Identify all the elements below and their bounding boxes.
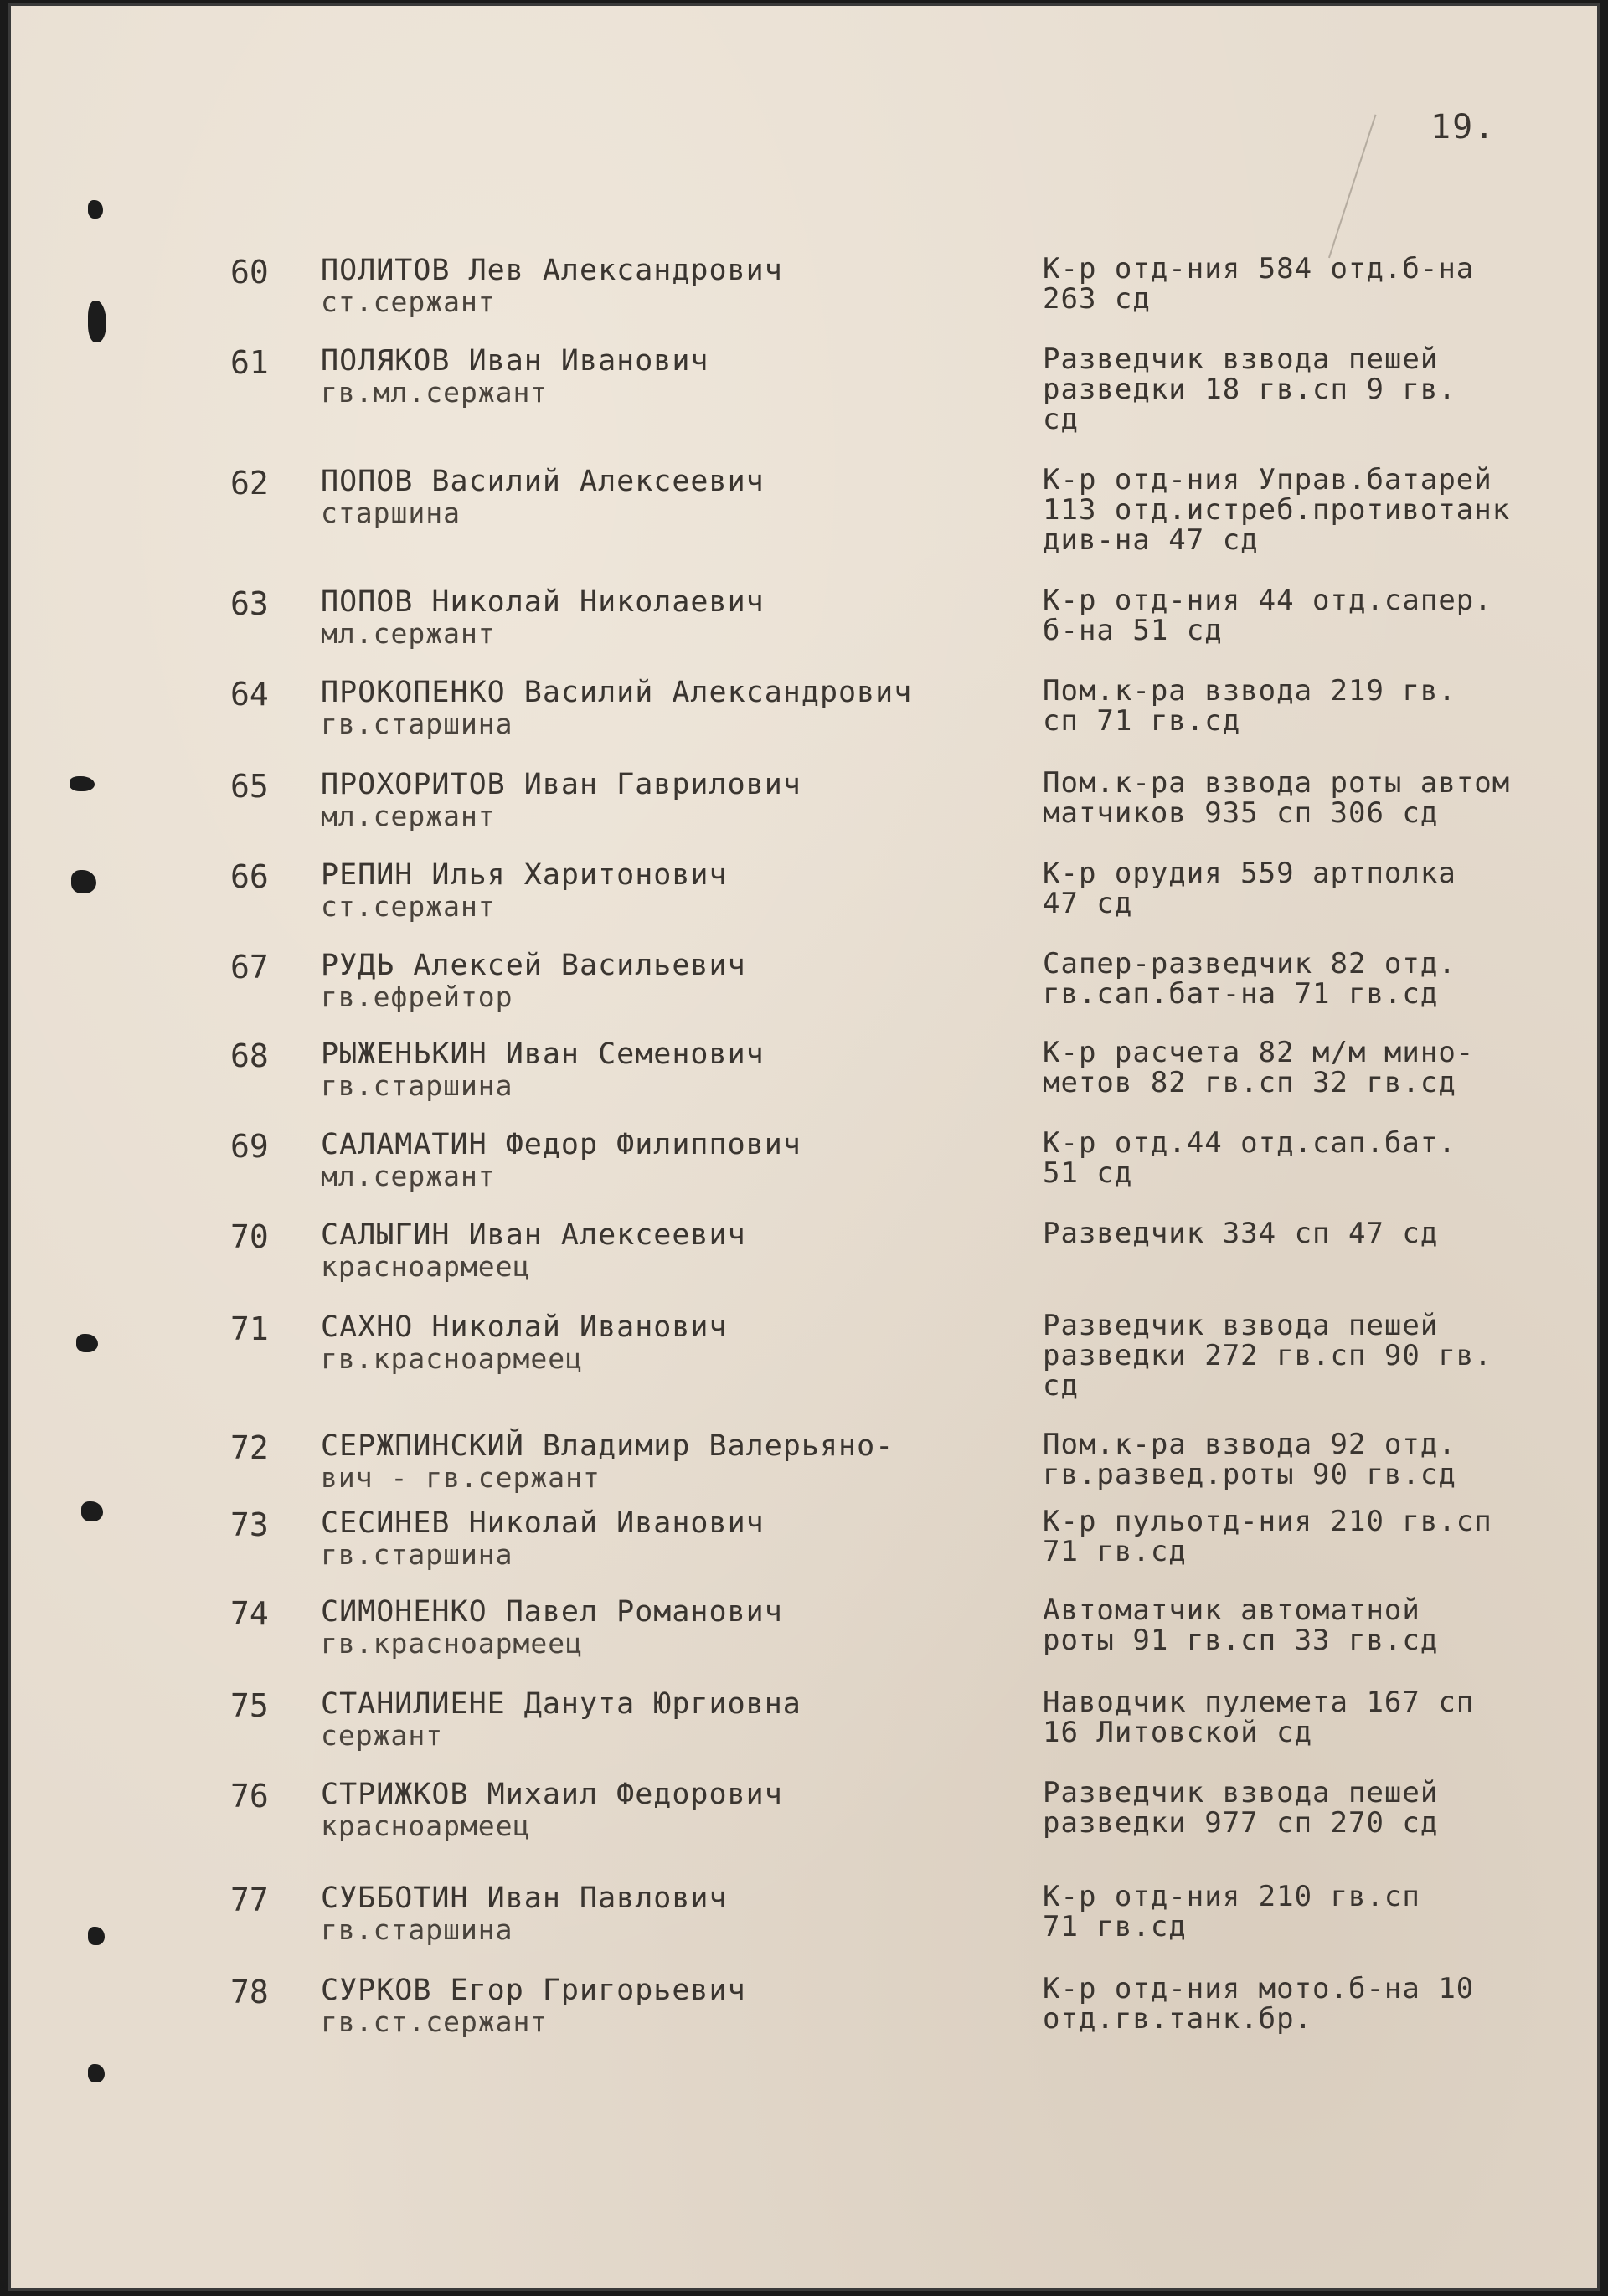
entry-name: РУДЬ Алексей Васильевич [321,949,746,982]
entry-name: ПОЛЯКОВ Иван Иванович [321,344,709,378]
entry-rank: гв.старшина [321,1913,513,1946]
entry-rank: красноармеец [321,1810,531,1842]
entry-name: СЕСИНЕВ Николай Иванович [321,1506,765,1540]
entry-unit: Пом.к-ра взвода 92 отд. гв.развед.роты 90 гв.сд [1043,1429,1456,1490]
entry-rank: мл.сержант [321,617,496,650]
entry-number: 74 [230,1595,269,1632]
entry-unit: К-р отд-ния 210 гв.сп 71 гв.сд [1043,1882,1420,1942]
document-page [8,3,1600,2291]
entry-number: 75 [230,1687,269,1724]
entry-number: 76 [230,1778,269,1815]
entry-number: 64 [230,676,269,713]
entry-number: 66 [230,858,269,895]
entry-name: СУРКОВ Егор Григорьевич [321,1974,746,2007]
entry-number: 68 [230,1037,269,1074]
entry-rank: мл.сержант [321,1160,496,1192]
entry-rank: гв.старшина [321,1069,513,1102]
entry-rank: гв.ефрейтор [321,981,513,1013]
entry-rank: красноармеец [321,1250,531,1283]
entry-name: САЛАМАТИН Федор Филиппович [321,1128,801,1161]
entry-rank: ст.сержант [321,286,496,318]
entry-unit: Сапер-разведчик 82 отд. гв.сап.бат-на 71 гв.сд [1043,949,1456,1009]
entry-rank: вич - гв.сержант [321,1461,600,1494]
entry-number: 65 [230,768,269,805]
entry-unit: К-р расчета 82 м/м мино- метов 82 гв.сп 32 гв.сд [1043,1037,1475,1098]
entry-number: 72 [230,1429,269,1466]
entry-rank: гв.ст.сержант [321,2005,549,2038]
entry-number: 62 [230,465,269,502]
entry-rank: гв.старшина [321,708,513,740]
entry-name: СЕРЖПИНСКИЙ Владимир Валерьяно- [321,1429,894,1463]
entry-unit: Разведчик взвода пешей разведки 272 гв.сп 90 гв. сд [1043,1310,1492,1401]
entry-unit: К-р отд.44 отд.сап.бат. 51 сд [1043,1128,1456,1188]
entry-unit: Разведчик взвода пешей разведки 977 сп 270 сд [1043,1778,1439,1838]
entry-name: ПРОКОПЕНКО Василий Александрович [321,676,913,709]
entry-unit: К-р пульотд-ния 210 гв.сп 71 гв.сд [1043,1506,1492,1567]
entry-unit: К-р отд-ния 44 отд.сапер. б-на 51 сд [1043,585,1492,646]
entry-name: СУББОТИН Иван Павлович [321,1882,728,1915]
entry-name: ПОЛИТОВ Лев Александрович [321,254,783,287]
entry-name: СИМОНЕНКО Павел Романович [321,1595,783,1629]
entry-rank: гв.старшина [321,1538,513,1571]
entry-rank: ст.сержант [321,890,496,923]
entry-unit: Автоматчик автоматной роты 91 гв.сп 33 гв.сд [1043,1595,1439,1655]
entry-name: СТАНИЛИЕНЕ Данута Юргиовна [321,1687,801,1721]
entry-unit: К-р отд-ния 584 отд.б-на 263 сд [1043,254,1475,314]
entry-unit: Разведчик взвода пешей разведки 18 гв.сп 9 гв. сд [1043,344,1456,435]
entry-name: ПОПОВ Николай Николаевич [321,585,765,619]
entry-rank: старшина [321,497,461,529]
page-number: 19. [1430,108,1497,147]
roster-list [11,6,1597,2288]
entry-unit: Пом.к-ра взвода 219 гв. сп 71 гв.сд [1043,676,1456,736]
entry-number: 77 [230,1882,269,1918]
entry-number: 69 [230,1128,269,1165]
entry-unit: Наводчик пулемета 167 сп 16 Литовской сд [1043,1687,1475,1748]
entry-number: 61 [230,344,269,381]
entry-number: 78 [230,1974,269,2010]
entry-rank: гв.красноармеец [321,1627,584,1660]
entry-name: РЕПИН Илья Харитонович [321,858,728,892]
entry-number: 70 [230,1218,269,1255]
entry-unit: К-р орудия 559 артполка 47 сд [1043,858,1456,919]
entry-rank: мл.сержант [321,800,496,832]
entry-number: 73 [230,1506,269,1543]
entry-name: СТРИЖКОВ Михаил Федорович [321,1778,783,1811]
entry-name: САХНО Николай Иванович [321,1310,728,1344]
entry-name: ПРОХОРИТОВ Иван Гаврилович [321,768,801,801]
entry-number: 63 [230,585,269,622]
entry-unit: Пом.к-ра взвода роты автом матчиков 935 сп 306 сд [1043,768,1511,828]
entry-unit: К-р отд-ния Управ.батарей 113 отд.истреб.противотанк див-на 47 сд [1043,465,1511,555]
entry-unit: К-р отд-ния мото.б-на 10 отд.гв.танк.бр. [1043,1974,1475,2034]
entry-name: ПОПОВ Василий Алексеевич [321,465,765,498]
entry-rank: гв.мл.сержант [321,376,549,409]
entry-number: 67 [230,949,269,986]
entry-name: САЛЫГИН Иван Алексеевич [321,1218,746,1252]
entry-rank: гв.красноармеец [321,1342,584,1375]
entry-name: РЫЖЕНЬКИН Иван Семенович [321,1037,765,1071]
entry-number: 60 [230,254,269,291]
entry-number: 71 [230,1310,269,1347]
entry-unit: Разведчик 334 сп 47 сд [1043,1218,1439,1248]
entry-rank: сержант [321,1719,444,1752]
